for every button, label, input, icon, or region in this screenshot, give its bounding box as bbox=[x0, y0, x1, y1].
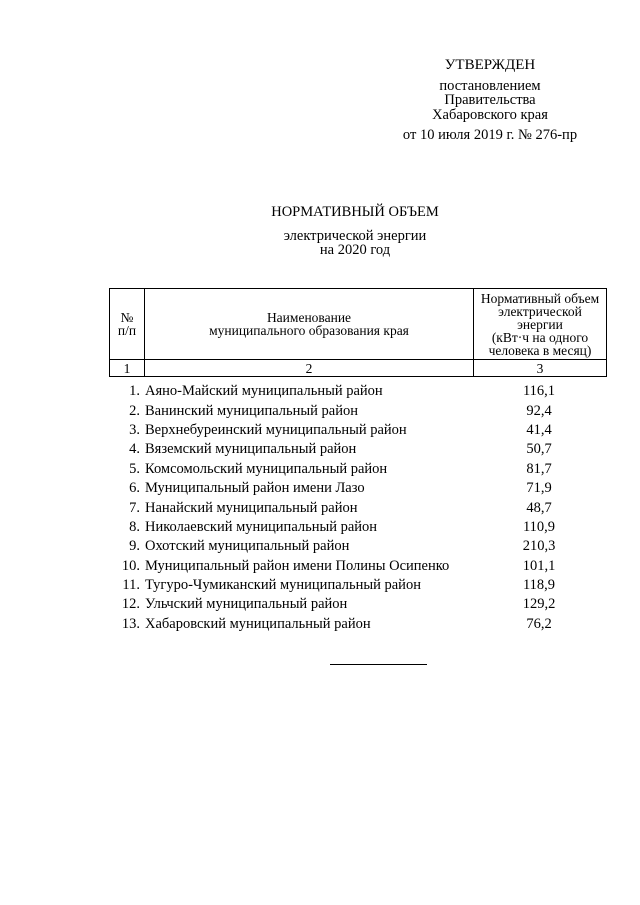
row-district-name: Ванинский муниципальный район bbox=[145, 402, 358, 419]
approval-date: от 10 июля 2019 г. № 276-пр bbox=[402, 127, 578, 143]
row-number: 10. bbox=[121, 557, 140, 574]
row-district-name: Ульчский муниципальный район bbox=[145, 596, 348, 613]
row-value: 50,7 bbox=[526, 441, 552, 458]
row-value: 71,9 bbox=[526, 480, 552, 497]
row-number: 6. bbox=[129, 480, 140, 497]
table-body bbox=[109, 382, 607, 634]
row-number: 9. bbox=[129, 538, 140, 555]
title-main: НОРМАТИВНЫЙ ОБЪЕМ bbox=[271, 204, 439, 220]
row-district-name: Вяземский муниципальный район bbox=[145, 441, 357, 458]
table-row bbox=[109, 460, 607, 479]
table-header bbox=[109, 288, 607, 377]
row-number: 12. bbox=[121, 596, 140, 613]
title-subtitle-1: электрической энергии bbox=[283, 227, 427, 244]
row-number: 1. bbox=[129, 383, 140, 400]
header-value-line-1: Нормативный объем bbox=[480, 290, 600, 306]
approval-line-3: Хабаровского края bbox=[432, 106, 548, 123]
row-number: 7. bbox=[129, 499, 140, 516]
row-value: 92,4 bbox=[526, 402, 552, 419]
row-district-name: Муниципальный район имени Лазо bbox=[145, 480, 365, 497]
table-row bbox=[109, 518, 607, 537]
closing-divider bbox=[330, 664, 427, 665]
row-district-name: Охотский муниципальный район bbox=[145, 538, 350, 555]
row-value: 48,7 bbox=[526, 499, 552, 516]
row-value: 118,9 bbox=[522, 577, 556, 594]
row-number: 3. bbox=[129, 421, 140, 438]
header-name-line-1: Наименование bbox=[266, 310, 352, 325]
row-value: 76,2 bbox=[526, 615, 552, 632]
row-district-name: Муниципальный район имени Полины Осипенко bbox=[145, 557, 450, 574]
column-number-2: 2 bbox=[145, 360, 474, 377]
header-name-line-2: муниципального образования края bbox=[209, 323, 409, 338]
table-row bbox=[109, 537, 607, 556]
row-value: 110,9 bbox=[522, 518, 556, 535]
header-value-line-3: энергии bbox=[517, 316, 563, 332]
header-value-line-4: (кВт·ч на одного bbox=[491, 329, 589, 345]
table-row bbox=[109, 382, 607, 401]
row-district-name: Николаевский муниципальный район bbox=[145, 518, 378, 535]
table-row bbox=[109, 557, 607, 576]
table-row bbox=[109, 498, 607, 517]
row-number: 13. bbox=[121, 615, 140, 632]
row-district-name: Нанайский муниципальный район bbox=[145, 499, 358, 516]
header-num-cell bbox=[110, 289, 145, 360]
row-value: 116,1 bbox=[522, 383, 556, 400]
row-district-name: Хабаровский муниципальный район bbox=[145, 615, 371, 632]
row-number: 2. bbox=[129, 402, 140, 419]
table-row bbox=[109, 615, 607, 634]
row-value: 101,1 bbox=[522, 557, 556, 574]
column-number-1: 1 bbox=[110, 360, 145, 377]
header-value-line-5: человека в месяц) bbox=[488, 342, 592, 358]
table-row bbox=[109, 440, 607, 459]
row-district-name: Аяно-Майский муниципальный район bbox=[145, 383, 383, 400]
header-num-line-1: № bbox=[120, 310, 134, 325]
row-value: 210,3 bbox=[522, 538, 556, 555]
row-value: 129,2 bbox=[522, 596, 556, 613]
row-district-name: Комсомольский муниципальный район bbox=[145, 460, 388, 477]
row-value: 41,4 bbox=[526, 421, 552, 438]
row-number: 11. bbox=[122, 577, 140, 594]
table-row bbox=[109, 401, 607, 420]
row-district-name: Верхнебуреинский муниципальный район bbox=[145, 421, 407, 438]
approval-block bbox=[380, 58, 600, 143]
title-subtitle-2: на 2020 год bbox=[319, 242, 391, 258]
row-number: 8. bbox=[129, 518, 140, 535]
row-value: 81,7 bbox=[526, 460, 552, 477]
header-num-line-2: п/п bbox=[117, 323, 137, 338]
header-value-line-2: электрической bbox=[498, 303, 582, 319]
header-value-cell bbox=[474, 289, 607, 360]
table-row bbox=[109, 595, 607, 614]
document-title bbox=[210, 205, 500, 258]
approval-heading: УТВЕРЖДЕН bbox=[444, 57, 536, 73]
table-row bbox=[109, 421, 607, 440]
table-row bbox=[109, 576, 607, 595]
row-district-name: Тугуро-Чумиканский муниципальный район bbox=[145, 577, 421, 594]
column-number-3: 3 bbox=[474, 360, 607, 377]
row-number: 4. bbox=[129, 441, 140, 458]
table-row bbox=[109, 479, 607, 498]
header-name-cell bbox=[145, 289, 474, 360]
approval-line-1: постановлением bbox=[439, 77, 541, 94]
row-number: 5. bbox=[129, 460, 140, 477]
approval-line-2: Правительства bbox=[444, 92, 536, 108]
